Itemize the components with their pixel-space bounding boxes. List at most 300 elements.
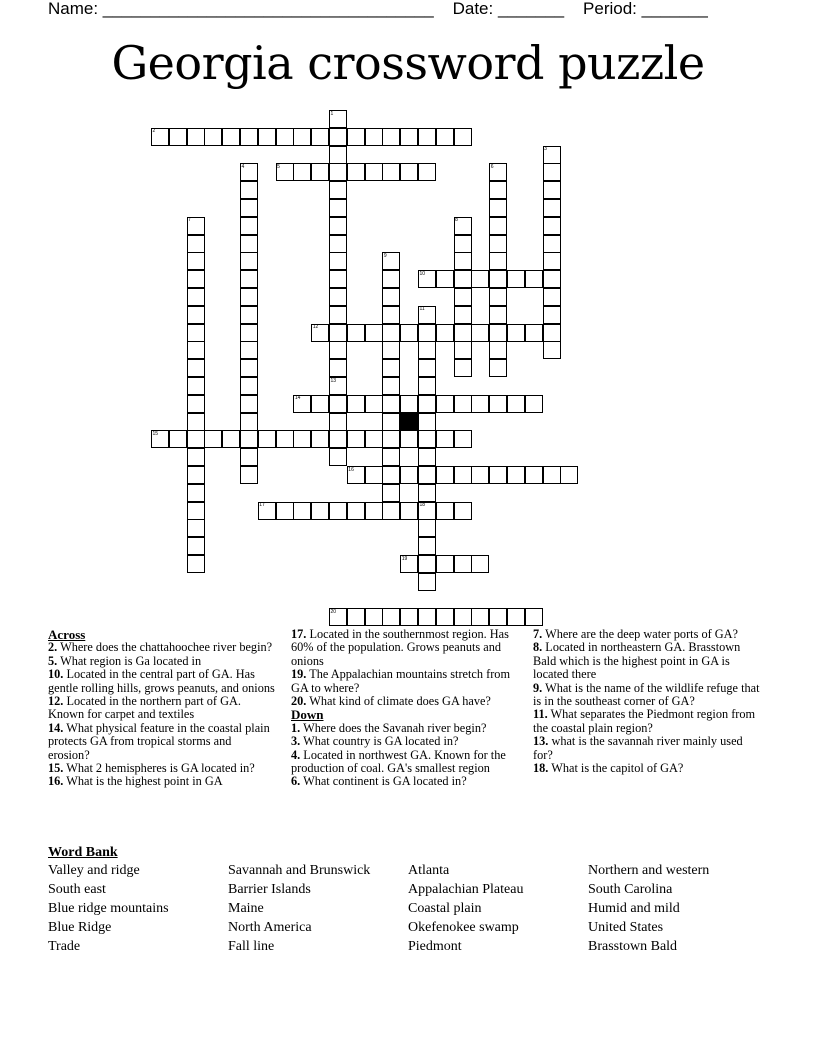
grid-cell[interactable] xyxy=(365,608,383,626)
grid-cell[interactable] xyxy=(329,270,347,288)
grid-cell[interactable] xyxy=(276,430,294,448)
grid-cell[interactable] xyxy=(187,252,205,270)
grid-cell[interactable] xyxy=(329,306,347,324)
grid-cell[interactable] xyxy=(347,163,365,181)
grid-cell[interactable] xyxy=(454,306,472,324)
grid-cell[interactable] xyxy=(311,128,329,146)
clue-text: what is the savannah river mainly used for? xyxy=(533,734,743,762)
clues-column-2 xyxy=(291,628,523,789)
grid-cell[interactable] xyxy=(240,377,258,395)
grid-cell[interactable] xyxy=(187,537,205,555)
word-bank-item: Atlanta xyxy=(408,863,450,878)
grid-cell[interactable] xyxy=(240,235,258,253)
clue-text: What region is Ga located in xyxy=(57,653,202,668)
grid-cell[interactable] xyxy=(489,466,507,484)
grid-cell[interactable] xyxy=(489,199,507,217)
grid-cell[interactable] xyxy=(471,608,489,626)
grid-cell[interactable] xyxy=(382,395,400,413)
grid-cell[interactable] xyxy=(365,466,383,484)
grid-cell[interactable] xyxy=(382,270,400,288)
clue-text: What separates the Piedmont region from the coastal plain region? xyxy=(533,707,756,735)
grid-cell[interactable] xyxy=(418,608,436,626)
clue-13 xyxy=(533,735,761,762)
grid-cell[interactable] xyxy=(436,324,454,342)
grid-cell[interactable] xyxy=(240,466,258,484)
grid-cell[interactable] xyxy=(454,288,472,306)
clue-number-6: 6 xyxy=(490,163,494,170)
word-bank-item: Blue ridge mountains xyxy=(48,901,169,916)
grid-cell[interactable] xyxy=(382,377,400,395)
grid-cell[interactable] xyxy=(347,430,365,448)
grid-cell[interactable] xyxy=(187,306,205,324)
grid-cell[interactable] xyxy=(418,395,436,413)
grid-cell[interactable] xyxy=(471,395,489,413)
clue-17 xyxy=(291,628,523,668)
grid-cell[interactable] xyxy=(365,430,383,448)
word-bank-item: South east xyxy=(48,882,106,897)
grid-cell[interactable] xyxy=(400,608,418,626)
word-bank-item: Savannah and Brunswick xyxy=(228,863,371,878)
grid-cell[interactable] xyxy=(240,217,258,235)
grid-cell[interactable] xyxy=(525,270,543,288)
clue-16 xyxy=(48,775,276,788)
grid-cell[interactable] xyxy=(329,448,347,466)
word-bank-item: Blue Ridge xyxy=(48,920,112,935)
grid-cell[interactable] xyxy=(329,163,347,181)
down-heading: Down xyxy=(291,707,324,723)
grid-cell[interactable] xyxy=(507,466,525,484)
clue-19 xyxy=(291,668,523,695)
grid-cell[interactable] xyxy=(187,270,205,288)
grid-cell[interactable] xyxy=(454,395,472,413)
grid-cell[interactable] xyxy=(365,324,383,342)
grid-cell[interactable] xyxy=(489,217,507,235)
clue-number: 12. xyxy=(48,694,64,709)
clue-text: Located in the southernmost region. Has 60% of the population. Grows peanuts and onions xyxy=(291,627,509,668)
clue-text: What is the highest point in GA xyxy=(63,774,223,789)
grid-cell[interactable] xyxy=(240,252,258,270)
grid-cell[interactable] xyxy=(436,608,454,626)
grid-cell[interactable] xyxy=(382,163,400,181)
grid-cell[interactable] xyxy=(418,537,436,555)
grid-cell[interactable] xyxy=(329,181,347,199)
grid-cell[interactable] xyxy=(525,395,543,413)
clue-text: What country is GA located in? xyxy=(300,734,459,749)
grid-cell[interactable] xyxy=(276,128,294,146)
grid-cell[interactable] xyxy=(560,466,578,484)
grid-cell[interactable] xyxy=(418,128,436,146)
grid-cell[interactable] xyxy=(507,324,525,342)
grid-cell[interactable] xyxy=(436,555,454,573)
word-bank-item: Fall line xyxy=(228,939,275,954)
grid-cell[interactable] xyxy=(365,128,383,146)
grid-cell[interactable] xyxy=(365,502,383,520)
name-date-period-line[interactable]: Name: ___________________________________ Date: _______ Period: _______ xyxy=(48,0,708,18)
clue-number: 19. xyxy=(291,667,307,682)
clue-number: 7. xyxy=(533,627,543,641)
grid-cell[interactable] xyxy=(489,324,507,342)
clue-number: 14. xyxy=(48,720,64,735)
grid-cell[interactable] xyxy=(169,430,187,448)
grid-cell[interactable] xyxy=(400,163,418,181)
clue-number-20: 20 xyxy=(330,608,337,615)
grid-cell[interactable] xyxy=(543,217,561,235)
grid-cell[interactable] xyxy=(329,128,347,146)
grid-cell[interactable] xyxy=(276,502,294,520)
grid-cell[interactable] xyxy=(365,395,383,413)
clue-text: What 2 hemispheres is GA located in? xyxy=(63,761,255,776)
grid-cell[interactable] xyxy=(507,395,525,413)
grid-cell[interactable] xyxy=(329,288,347,306)
clue-number-9: 9 xyxy=(383,252,387,259)
clue-text: Located in the central part of GA. Has gentle rolling hills, grows peanuts, and onions xyxy=(48,667,275,695)
clue-number: 2. xyxy=(48,640,58,655)
grid-cell[interactable] xyxy=(222,430,240,448)
grid-cell[interactable] xyxy=(365,163,383,181)
grid-cell[interactable] xyxy=(240,128,258,146)
clue-number: 5. xyxy=(48,653,58,668)
grid-cell[interactable] xyxy=(329,235,347,253)
word-bank-item: Maine xyxy=(228,901,264,916)
grid-cell[interactable] xyxy=(489,252,507,270)
word-bank-item: Piedmont xyxy=(408,939,462,954)
clue-text: Located in the northern part of GA. Known for carpet and textiles xyxy=(48,694,241,722)
grid-cell[interactable] xyxy=(471,270,489,288)
grid-cell[interactable] xyxy=(382,430,400,448)
clues-column-3 xyxy=(533,628,761,775)
grid-cell[interactable] xyxy=(329,359,347,377)
grid-cell[interactable] xyxy=(187,377,205,395)
clue-number: 15. xyxy=(48,761,64,776)
grid-cell[interactable] xyxy=(489,288,507,306)
grid-cell[interactable] xyxy=(543,306,561,324)
grid-cell[interactable] xyxy=(418,413,436,431)
page-title: Georgia crossword puzzle xyxy=(111,36,705,90)
clue-11 xyxy=(533,708,761,735)
grid-cell[interactable] xyxy=(418,466,436,484)
grid-cell[interactable] xyxy=(169,128,187,146)
clue-number: 6. xyxy=(291,774,301,789)
clue-number-10: 10 xyxy=(419,270,426,277)
grid-cell[interactable] xyxy=(525,608,543,626)
grid-cell[interactable] xyxy=(329,502,347,520)
grid-cell[interactable] xyxy=(543,163,561,181)
grid-cell[interactable] xyxy=(489,359,507,377)
clue-number: 3. xyxy=(291,734,301,749)
grid-cell[interactable] xyxy=(543,466,561,484)
clue-3 xyxy=(291,735,523,748)
clue-number-1: 1 xyxy=(330,110,334,117)
grid-cell[interactable] xyxy=(454,466,472,484)
clue-number: 20. xyxy=(291,694,307,709)
clue-text: What is the capitol of GA? xyxy=(548,761,684,776)
grid-cell[interactable] xyxy=(418,430,436,448)
grid-cell[interactable] xyxy=(454,502,472,520)
grid-cell[interactable] xyxy=(240,395,258,413)
grid-cell[interactable] xyxy=(187,324,205,342)
grid-cell[interactable] xyxy=(187,466,205,484)
clue-9 xyxy=(533,682,761,709)
clue-14 xyxy=(48,722,276,762)
grid-cell[interactable] xyxy=(187,555,205,573)
clue-number-13: 13 xyxy=(330,377,337,384)
word-bank-title: Word Bank xyxy=(48,845,118,860)
grid-cell[interactable] xyxy=(489,270,507,288)
grid-cell[interactable] xyxy=(454,430,472,448)
grid-cell[interactable] xyxy=(454,341,472,359)
word-bank-item: North America xyxy=(228,920,312,935)
grid-cell[interactable] xyxy=(543,252,561,270)
clue-text: What kind of climate does GA have? xyxy=(306,694,491,709)
clue-7 xyxy=(533,628,761,641)
grid-cell[interactable] xyxy=(329,217,347,235)
grid-cell[interactable] xyxy=(347,608,365,626)
clue-number: 11. xyxy=(533,707,548,722)
clue-number: 10. xyxy=(48,667,64,682)
grid-cell[interactable] xyxy=(293,163,311,181)
grid-cell[interactable] xyxy=(525,466,543,484)
grid-cell[interactable] xyxy=(436,128,454,146)
grid-cell[interactable] xyxy=(240,359,258,377)
grid-cell[interactable] xyxy=(187,359,205,377)
grid-cell[interactable] xyxy=(471,466,489,484)
grid-cell[interactable] xyxy=(418,448,436,466)
grid-cell[interactable] xyxy=(240,306,258,324)
word-bank-item: Okefenokee swamp xyxy=(408,920,519,935)
grid-cell[interactable] xyxy=(187,288,205,306)
grid-cell[interactable] xyxy=(418,377,436,395)
grid-cell[interactable] xyxy=(400,395,418,413)
grid-cell[interactable] xyxy=(187,341,205,359)
grid-cell[interactable] xyxy=(400,466,418,484)
grid-cell[interactable] xyxy=(525,324,543,342)
grid-cell[interactable] xyxy=(311,430,329,448)
grid-cell[interactable] xyxy=(293,502,311,520)
clue-number-15: 15 xyxy=(152,430,159,437)
grid-cell[interactable] xyxy=(400,324,418,342)
grid-cell[interactable] xyxy=(347,324,365,342)
word-bank-item: Brasstown Bald xyxy=(588,939,678,954)
grid-cell[interactable] xyxy=(489,306,507,324)
clue-5 xyxy=(48,655,276,668)
grid-cell[interactable] xyxy=(329,430,347,448)
word-bank-item: Valley and ridge xyxy=(48,863,140,878)
grid-cell[interactable] xyxy=(329,341,347,359)
grid-cell[interactable] xyxy=(293,128,311,146)
clue-number-18: 18 xyxy=(419,502,426,509)
grid-cell[interactable] xyxy=(418,484,436,502)
clue-number: 8. xyxy=(533,640,543,655)
grid-cell[interactable] xyxy=(543,199,561,217)
grid-cell[interactable] xyxy=(187,413,205,431)
grid-cell[interactable] xyxy=(400,430,418,448)
grid-cell[interactable] xyxy=(187,502,205,520)
grid-cell[interactable] xyxy=(543,181,561,199)
clue-1 xyxy=(291,722,523,735)
grid-cell[interactable] xyxy=(311,163,329,181)
grid-cell[interactable] xyxy=(454,252,472,270)
clue-number-5: 5 xyxy=(277,163,280,170)
word-bank-item: Northern and western xyxy=(588,863,710,878)
grid-cell[interactable] xyxy=(418,324,436,342)
clue-number-19: 19 xyxy=(401,555,408,562)
word-bank-item: Barrier Islands xyxy=(228,882,311,897)
grid-cell[interactable] xyxy=(454,359,472,377)
grid-cell[interactable] xyxy=(382,502,400,520)
grid-cell[interactable] xyxy=(187,128,205,146)
clue-text: Where does the chattahoochee river begin? xyxy=(57,640,273,655)
clues-column-1 xyxy=(48,628,276,789)
grid-cell[interactable] xyxy=(258,128,276,146)
grid-cell[interactable] xyxy=(240,199,258,217)
clue-number-17: 17 xyxy=(259,502,265,509)
grid-cell[interactable] xyxy=(543,324,561,342)
grid-cell[interactable] xyxy=(436,466,454,484)
grid-cell[interactable] xyxy=(258,430,276,448)
clue-number: 17. xyxy=(291,627,307,641)
clue-number-14: 14 xyxy=(294,395,301,402)
grid-cell[interactable] xyxy=(329,324,347,342)
grid-cell[interactable] xyxy=(436,502,454,520)
grid-cell[interactable] xyxy=(489,235,507,253)
grid-cell[interactable] xyxy=(489,395,507,413)
grid-cell[interactable] xyxy=(418,573,436,591)
grid-cell[interactable] xyxy=(187,395,205,413)
grid-cell[interactable] xyxy=(329,395,347,413)
clue-number-8: 8 xyxy=(455,217,458,224)
grid-cell[interactable] xyxy=(382,413,400,431)
clue-number: 16. xyxy=(48,774,64,789)
grid-cell[interactable] xyxy=(187,430,205,448)
grid-cell[interactable] xyxy=(382,324,400,342)
grid-cell[interactable] xyxy=(240,288,258,306)
grid-cell[interactable] xyxy=(418,163,436,181)
grid-cell[interactable] xyxy=(400,128,418,146)
grid-cell[interactable] xyxy=(293,430,311,448)
grid-cell[interactable] xyxy=(311,502,329,520)
grid-cell[interactable] xyxy=(187,448,205,466)
grid-cell[interactable] xyxy=(400,502,418,520)
word-bank-item: Coastal plain xyxy=(408,901,482,916)
grid-cell[interactable] xyxy=(543,341,561,359)
grid-cell[interactable] xyxy=(222,128,240,146)
grid-cell[interactable] xyxy=(454,324,472,342)
clue-number: 9. xyxy=(533,680,543,695)
word-bank-item: South Carolina xyxy=(588,882,673,897)
grid-cell[interactable] xyxy=(454,128,472,146)
clue-number-2: 2 xyxy=(152,128,156,135)
clue-number-4: 4 xyxy=(241,163,245,170)
grid-cell[interactable] xyxy=(382,448,400,466)
grid-cell[interactable] xyxy=(187,519,205,537)
word-bank-item: Appalachian Plateau xyxy=(408,882,524,897)
grid-cell[interactable] xyxy=(471,555,489,573)
clue-number: 1. xyxy=(291,720,301,735)
clue-10 xyxy=(48,668,276,695)
grid-cell[interactable] xyxy=(489,608,507,626)
clue-15 xyxy=(48,762,276,775)
grid-cell[interactable] xyxy=(436,270,454,288)
grid-cell[interactable] xyxy=(240,448,258,466)
grid-cell[interactable] xyxy=(382,128,400,146)
grid-cell[interactable] xyxy=(418,341,436,359)
grid-cell[interactable] xyxy=(489,341,507,359)
clue-20 xyxy=(291,695,523,708)
grid-cell[interactable] xyxy=(507,270,525,288)
clue-number-3: 3 xyxy=(544,146,547,153)
grid-cell[interactable] xyxy=(471,324,489,342)
grid-cell[interactable] xyxy=(382,484,400,502)
clue-number-12: 12 xyxy=(312,324,319,331)
grid-cell[interactable] xyxy=(240,181,258,199)
word-bank-item: Humid and mild xyxy=(588,901,680,916)
grid-cell[interactable] xyxy=(329,252,347,270)
clue-text: What continent is GA located in? xyxy=(300,774,467,789)
grid-cell[interactable] xyxy=(240,413,258,431)
grid-cell[interactable] xyxy=(436,395,454,413)
clue-number-16: 16 xyxy=(348,466,354,473)
grid-cell[interactable] xyxy=(187,235,205,253)
grid-cell[interactable] xyxy=(507,608,525,626)
clue-6 xyxy=(291,775,523,788)
clue-text: What is the name of the wildlife refuge that is in the southeast corner of GA? xyxy=(533,680,760,709)
clue-number: 18. xyxy=(533,761,549,776)
grid-cell[interactable] xyxy=(454,608,472,626)
grid-cell[interactable] xyxy=(382,288,400,306)
grid-cell[interactable] xyxy=(543,235,561,253)
grid-cell[interactable] xyxy=(382,466,400,484)
across-heading: Across xyxy=(48,627,86,642)
grid-cell[interactable] xyxy=(240,430,258,448)
clue-4 xyxy=(291,749,523,776)
clue-8 xyxy=(533,641,761,681)
word-bank-item: United States xyxy=(588,920,664,935)
grid-cell[interactable] xyxy=(418,519,436,537)
grid-cell[interactable] xyxy=(382,341,400,359)
grid-cell[interactable] xyxy=(418,555,436,573)
grid-cell[interactable] xyxy=(329,146,347,164)
clue-number: 13. xyxy=(533,734,549,749)
grid-cell[interactable] xyxy=(347,502,365,520)
grid-cell[interactable] xyxy=(382,359,400,377)
grid-cell[interactable] xyxy=(454,235,472,253)
grid-cell[interactable] xyxy=(543,288,561,306)
word-bank-item: Trade xyxy=(48,939,81,954)
clue-text: Located in northeastern GA. Brasstown Bald which is the highest point in GA is located there xyxy=(533,640,741,682)
grid-cell[interactable] xyxy=(240,324,258,342)
grid-cell[interactable] xyxy=(347,128,365,146)
grid-cell[interactable] xyxy=(382,306,400,324)
clue-text: Where does the Savanah river begin? xyxy=(300,720,487,735)
grid-cell[interactable] xyxy=(329,199,347,217)
clue-number-11: 11 xyxy=(419,306,425,313)
grid-cell[interactable] xyxy=(187,484,205,502)
grid-cell[interactable] xyxy=(311,395,329,413)
grid-cell[interactable] xyxy=(204,128,222,146)
grid-cell[interactable] xyxy=(382,608,400,626)
grid-cell[interactable] xyxy=(329,413,347,431)
grid-cell[interactable] xyxy=(240,341,258,359)
grid-cell[interactable] xyxy=(454,555,472,573)
grid-cell[interactable] xyxy=(543,270,561,288)
grid-cell[interactable] xyxy=(418,359,436,377)
grid-cell[interactable] xyxy=(240,270,258,288)
grid-cell[interactable] xyxy=(454,270,472,288)
grid-cell[interactable] xyxy=(436,430,454,448)
grid-cell[interactable] xyxy=(204,430,222,448)
grid-cell[interactable] xyxy=(489,181,507,199)
grid-cell[interactable] xyxy=(347,395,365,413)
